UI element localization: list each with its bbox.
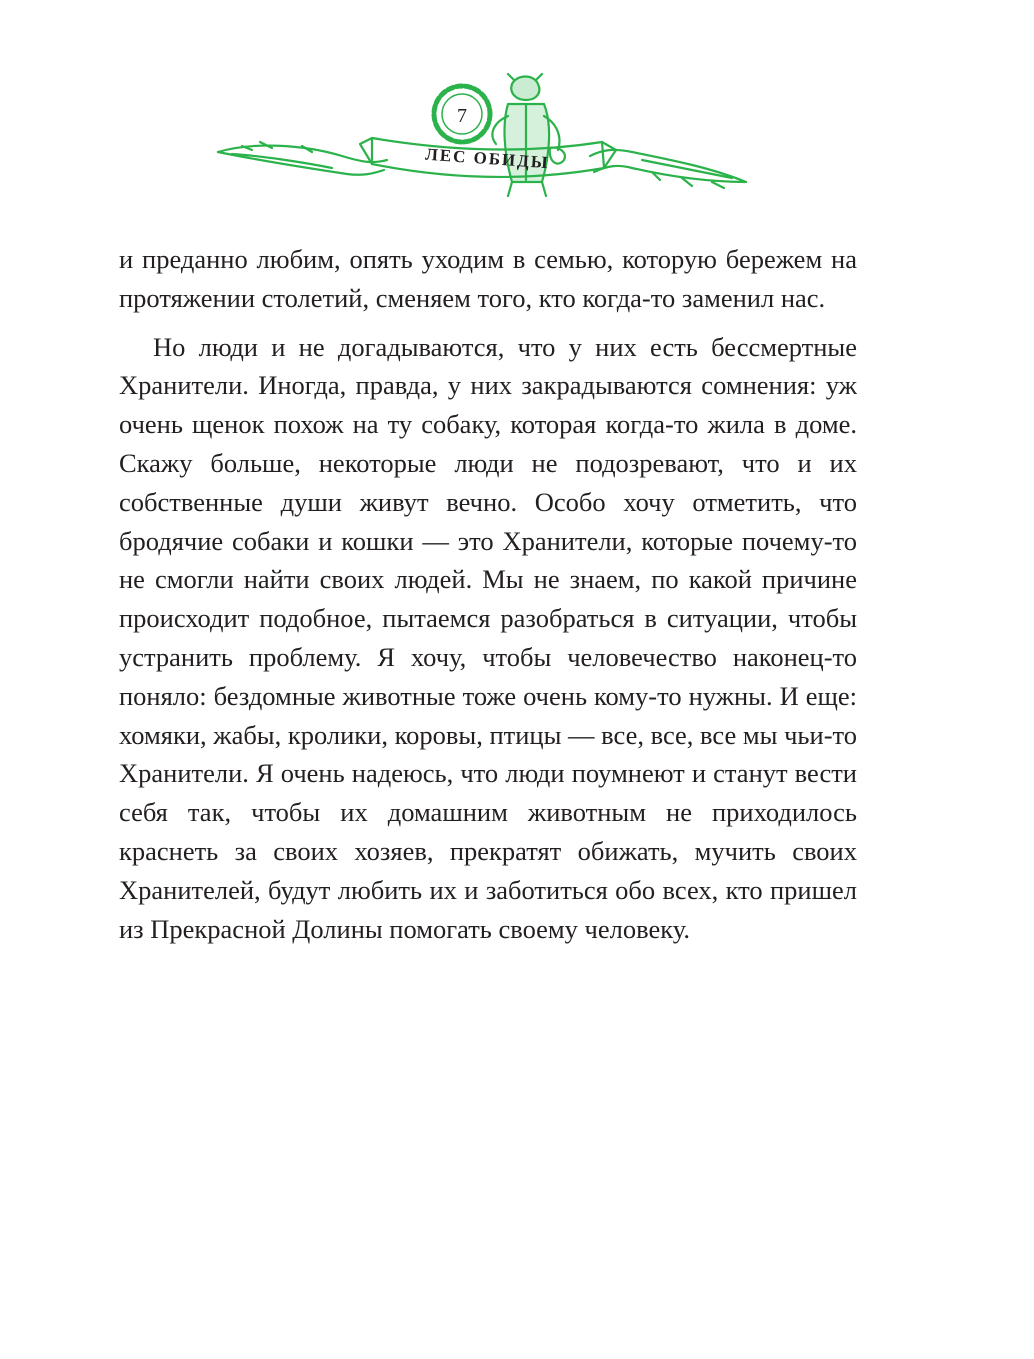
chapter-header (212, 64, 752, 214)
page-body (119, 240, 857, 948)
chapter-number: 7 (457, 105, 467, 127)
chapter-banner-illustration (212, 64, 752, 214)
chapter-title: ЛЕС ОБИДЫ (424, 144, 551, 173)
paragraph: и преданно любим, опять уходим в семью, которую бережем на протяжении столетий, сменяем того, кто когда-то заменил нас. (119, 244, 857, 313)
paragraph: Но люди и не догадываются, что у них есть бессмертные Хранители. Иногда, правда, у них закрадываются сомнения: уж очень щенок похож на ту собаку, которая когда-то жила в доме. Скажу больше, некоторые люди не подозревают, что и их собственные души живут вечно. Особо хочу отметить, что бродячие собаки и кошки — это Хранители, которые почему-то не смогли найти своих людей. Мы не знаем, по какой причине происходит подобное, пытаемся разобраться в ситуации, чтобы устранить проблему. Я хочу, чтобы человечество наконец-то поняло: бездомные животные тоже очень кому-то нужны. И еще: хомяки, жабы, кролики, коровы, птицы — все, все, все мы чьи-то Хранители. Я очень надеюсь, что люди поумнеют и станут вести себя так, чтобы их домашним животным не приходилось краснеть за своих хозяев, прекратят обижать, мучить своих Хранителей, будут любить их и заботиться обо всех, кто пришел из Прекрасной Долины помогать своему человеку. (119, 331, 857, 944)
